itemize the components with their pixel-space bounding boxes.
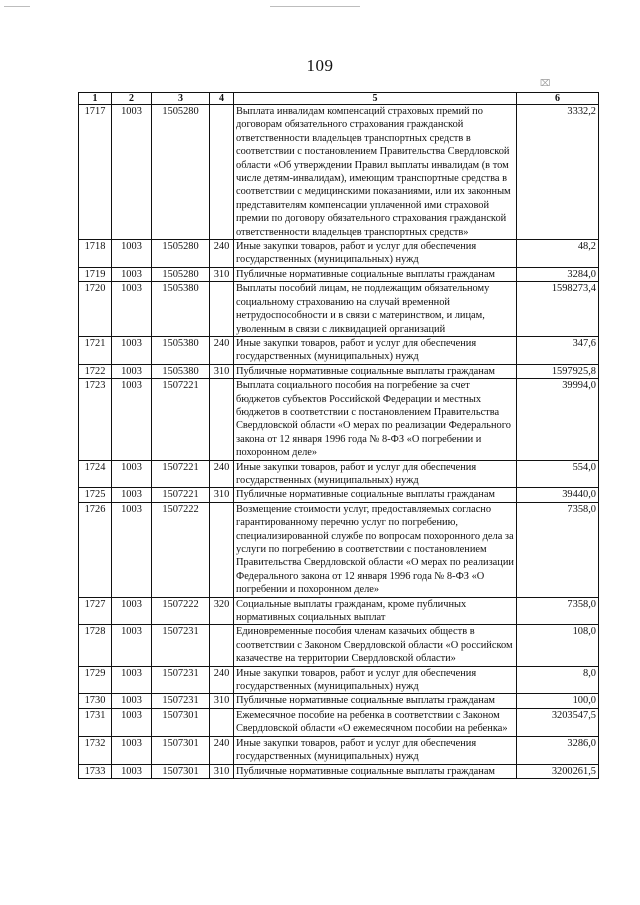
table-row (79, 336, 599, 364)
expense-type-cell: 310 (210, 488, 234, 502)
description-cell: Публичные нормативные социальные выплаты гражданам (234, 267, 517, 281)
row-number-cell: 1729 (79, 666, 112, 694)
table-row (79, 105, 599, 240)
amount-cell: 39994,0 (517, 379, 599, 460)
expense-type-cell: 310 (210, 267, 234, 281)
row-number-cell: 1721 (79, 336, 112, 364)
target-code-cell: 1505280 (152, 105, 210, 240)
target-code-cell: 1505380 (152, 336, 210, 364)
amount-cell: 48,2 (517, 240, 599, 268)
table-row (79, 625, 599, 666)
description-cell: Выплаты пособий лицам, не подлежащим обязательному социальному страхованию на случай временной нетрудоспособности и в связи с материнством, и лицам, уволенным в связи с ликвидацией организаций (234, 282, 517, 337)
row-number-cell: 1720 (79, 282, 112, 337)
amount-cell: 108,0 (517, 625, 599, 666)
table-row (79, 282, 599, 337)
section-code-cell: 1003 (112, 282, 152, 337)
description-cell: Возмещение стоимости услуг, предоставляемых согласно гарантированному перечню услуг по погребению, специализированной службе по вопросам похоронного дела за услуги по погребению в соответствии с постановлением Правительства Свердловской области «О мерах по реализации Федерального закона от 12 января 1996 года № 8-ФЗ «О погребении и похоронном деле» (234, 502, 517, 597)
section-code-cell: 1003 (112, 364, 152, 378)
row-number-cell: 1732 (79, 736, 112, 764)
section-code-cell: 1003 (112, 666, 152, 694)
section-code-cell: 1003 (112, 488, 152, 502)
row-number-cell: 1725 (79, 488, 112, 502)
target-code-cell: 1507222 (152, 502, 210, 597)
expense-type-cell: 310 (210, 694, 234, 708)
amount-cell: 7358,0 (517, 597, 599, 625)
amount-cell: 3203547,5 (517, 708, 599, 736)
description-cell: Ежемесячное пособие на ребенка в соответствии с Законом Свердловской области «О ежемесячном пособии на ребенка» (234, 708, 517, 736)
section-code-cell: 1003 (112, 336, 152, 364)
target-code-cell: 1507221 (152, 460, 210, 488)
row-number-cell: 1730 (79, 694, 112, 708)
column-header: 3 (152, 93, 210, 105)
row-number-cell: 1727 (79, 597, 112, 625)
amount-cell: 554,0 (517, 460, 599, 488)
expense-type-cell: 320 (210, 597, 234, 625)
amount-cell: 3200261,5 (517, 764, 599, 778)
section-code-cell: 1003 (112, 379, 152, 460)
target-code-cell: 1507231 (152, 666, 210, 694)
row-number-cell: 1718 (79, 240, 112, 268)
description-cell: Иные закупки товаров, работ и услуг для обеспечения государственных (муниципальных) нужд (234, 336, 517, 364)
table-row (79, 502, 599, 597)
target-code-cell: 1507222 (152, 597, 210, 625)
section-code-cell: 1003 (112, 764, 152, 778)
expense-type-cell: 240 (210, 666, 234, 694)
expense-type-cell: 240 (210, 240, 234, 268)
expense-type-cell (210, 105, 234, 240)
table-row (79, 267, 599, 281)
column-header: 2 (112, 93, 152, 105)
target-code-cell: 1507221 (152, 379, 210, 460)
amount-cell: 8,0 (517, 666, 599, 694)
row-number-cell: 1726 (79, 502, 112, 597)
amount-cell: 3286,0 (517, 736, 599, 764)
description-cell: Публичные нормативные социальные выплаты гражданам (234, 694, 517, 708)
description-cell: Публичные нормативные социальные выплаты гражданам (234, 488, 517, 502)
section-code-cell: 1003 (112, 736, 152, 764)
scan-artifact-mark: ⌧ (540, 78, 551, 88)
target-code-cell: 1507231 (152, 625, 210, 666)
section-code-cell: 1003 (112, 597, 152, 625)
description-cell: Иные закупки товаров, работ и услуг для обеспечения государственных (муниципальных) нужд (234, 666, 517, 694)
expense-type-cell: 310 (210, 364, 234, 378)
amount-cell: 39440,0 (517, 488, 599, 502)
scan-artifact-line (4, 6, 30, 7)
target-code-cell: 1507221 (152, 488, 210, 502)
row-number-cell: 1719 (79, 267, 112, 281)
target-code-cell: 1507231 (152, 694, 210, 708)
target-code-cell: 1505280 (152, 267, 210, 281)
section-code-cell: 1003 (112, 502, 152, 597)
expense-type-cell: 310 (210, 764, 234, 778)
section-code-cell: 1003 (112, 694, 152, 708)
description-cell: Выплата инвалидам компенсаций страховых премий по договорам обязательного страхования гражданской ответственности владельцев транспортных средств в соответствии с постановлением Правительства Свердловской области «Об утверждении Правил выплаты инвалидам (в том числе детям-инвалидам), имеющим транспортные средства в соответствии с медицинскими показаниями, или их законным представителям компенсации уплаченной ими страховой премии по договору обязательного страхования гражданской ответственности владельцев транспортных средств» (234, 105, 517, 240)
target-code-cell: 1507301 (152, 736, 210, 764)
target-code-cell: 1507301 (152, 708, 210, 736)
row-number-cell: 1717 (79, 105, 112, 240)
target-code-cell: 1505380 (152, 364, 210, 378)
table-row (79, 694, 599, 708)
table-row (79, 364, 599, 378)
expense-type-cell (210, 625, 234, 666)
amount-cell: 3284,0 (517, 267, 599, 281)
column-header: 4 (210, 93, 234, 105)
row-number-cell: 1723 (79, 379, 112, 460)
target-code-cell: 1505280 (152, 240, 210, 268)
column-header: 6 (517, 93, 599, 105)
description-cell: Публичные нормативные социальные выплаты гражданам (234, 364, 517, 378)
description-cell: Публичные нормативные социальные выплаты гражданам (234, 764, 517, 778)
row-number-cell: 1731 (79, 708, 112, 736)
description-cell: Иные закупки товаров, работ и услуг для обеспечения государственных (муниципальных) нужд (234, 736, 517, 764)
amount-cell: 347,6 (517, 336, 599, 364)
row-number-cell: 1728 (79, 625, 112, 666)
column-header: 1 (79, 93, 112, 105)
expense-type-cell (210, 282, 234, 337)
table-row (79, 764, 599, 778)
page-number: 109 (306, 56, 334, 75)
description-cell: Иные закупки товаров, работ и услуг для обеспечения государственных (муниципальных) нужд (234, 460, 517, 488)
budget-table (78, 92, 599, 779)
amount-cell: 3332,2 (517, 105, 599, 240)
section-code-cell: 1003 (112, 240, 152, 268)
section-code-cell: 1003 (112, 460, 152, 488)
table-header-row (79, 93, 599, 105)
expense-type-cell (210, 502, 234, 597)
table-row (79, 666, 599, 694)
row-number-cell: 1722 (79, 364, 112, 378)
amount-cell: 100,0 (517, 694, 599, 708)
row-number-cell: 1733 (79, 764, 112, 778)
target-code-cell: 1505380 (152, 282, 210, 337)
description-cell: Единовременные пособия членам казачьих обществ в соответствии с Законом Свердловской области «О российском казачестве на территории Свердловской области» (234, 625, 517, 666)
table-row (79, 240, 599, 268)
section-code-cell: 1003 (112, 625, 152, 666)
table-row (79, 597, 599, 625)
scan-artifact-line (270, 6, 360, 7)
table-row (79, 379, 599, 460)
expense-type-cell (210, 708, 234, 736)
table-row (79, 488, 599, 502)
table-body (79, 105, 599, 779)
description-cell: Социальные выплаты гражданам, кроме публичных нормативных социальных выплат (234, 597, 517, 625)
amount-cell: 1598273,4 (517, 282, 599, 337)
amount-cell: 7358,0 (517, 502, 599, 597)
section-code-cell: 1003 (112, 267, 152, 281)
amount-cell: 1597925,8 (517, 364, 599, 378)
row-number-cell: 1724 (79, 460, 112, 488)
column-header: 5 (234, 93, 517, 105)
section-code-cell: 1003 (112, 708, 152, 736)
table-row (79, 736, 599, 764)
section-code-cell: 1003 (112, 105, 152, 240)
expense-type-cell: 240 (210, 336, 234, 364)
description-cell: Выплата социального пособия на погребение за счет бюджетов субъектов Российской Федерации и местных бюджетов в соответствии с постановлением Правительства Свердловской области «О мерах по реализации Федерального закона от 12 января 1996 года № 8-ФЗ «О погребении и похоронном деле» (234, 379, 517, 460)
expense-type-cell (210, 379, 234, 460)
expense-type-cell: 240 (210, 736, 234, 764)
target-code-cell: 1507301 (152, 764, 210, 778)
table-row (79, 460, 599, 488)
description-cell: Иные закупки товаров, работ и услуг для обеспечения государственных (муниципальных) нужд (234, 240, 517, 268)
table-row (79, 708, 599, 736)
expense-type-cell: 240 (210, 460, 234, 488)
